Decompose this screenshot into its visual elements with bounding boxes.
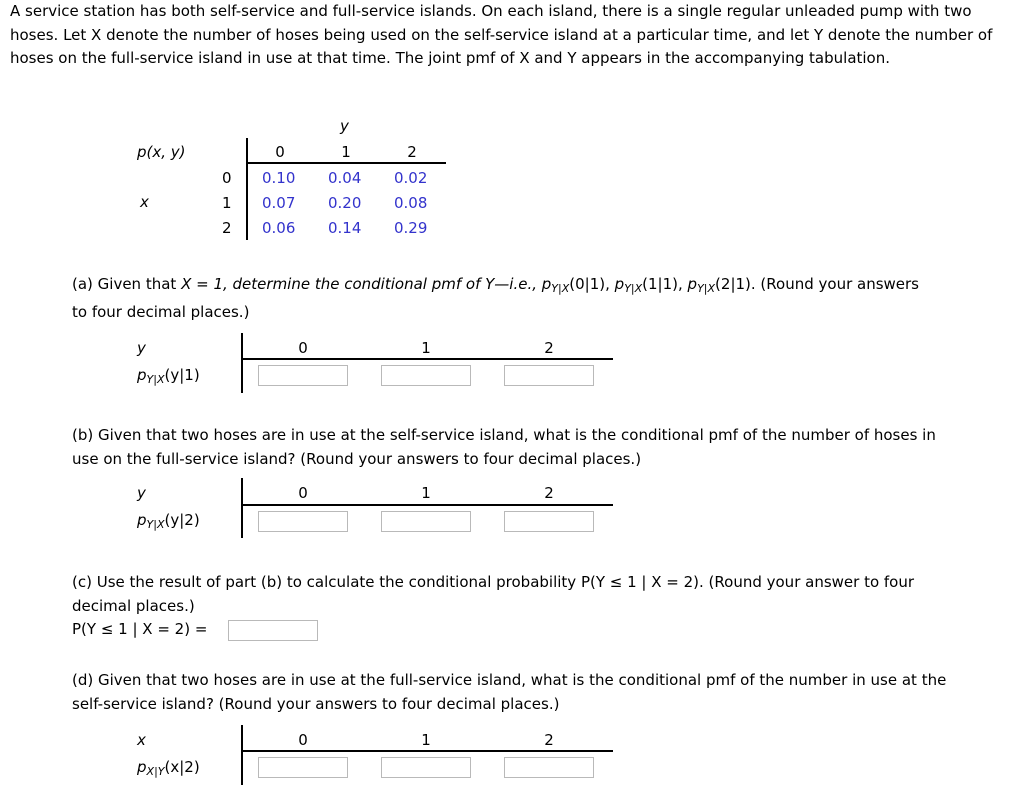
part-d-answer-input-1[interactable]: [381, 757, 471, 778]
joint-cell: 0.04: [328, 169, 362, 187]
part-c-line1: (c) Use the result of part (b) to calculate the conditional probability P(Y ≤ 1 | X = 2). (Round your answer to four: [72, 573, 915, 591]
part-b-row-label: $p_{Y|X}(y|2)$: [137, 511, 200, 531]
part-a-answer-input-0[interactable]: [258, 365, 348, 386]
part-d-answer-input-2[interactable]: [504, 757, 594, 778]
part-a-col-header-2: 2: [544, 339, 554, 357]
part-c-prompt: P(Y ≤ 1 | X = 2) =: [72, 620, 208, 638]
joint-y-label: y: [340, 117, 349, 135]
part-a-p2-sub: Y|X: [624, 282, 643, 295]
part-d-col-header-0: 0: [298, 731, 308, 749]
part-a-p1-arg: (0|1),: [569, 275, 615, 293]
joint-cell: 0.02: [394, 169, 428, 187]
part-d-line1: (d) Given that two hoses are in use at the full-service island, what is the conditional pmf of the number in use at the: [72, 671, 947, 689]
part-a-horizontal-rule: [241, 358, 613, 360]
part-b-var-label: y: [137, 484, 146, 502]
part-b-vertical-rule: [241, 478, 243, 538]
part-b-col-header-2: 2: [544, 484, 554, 502]
joint-horizontal-rule: [246, 162, 446, 164]
joint-x-value-1: 1: [222, 194, 232, 212]
part-d-horizontal-rule: [241, 750, 613, 752]
part-b-line2: use on the full-service island? (Round your answers to four decimal places.): [72, 449, 642, 468]
part-a-p3-sub: Y|X: [697, 282, 716, 295]
part-b-line1: (b) Given that two hoses are in use at the self-service island, what is the conditional pmf of the number of hoses in: [72, 426, 936, 444]
part-b-answer-input-1[interactable]: [381, 511, 471, 532]
joint-x-value-2: 2: [222, 219, 232, 237]
part-b-question: [72, 424, 1012, 471]
joint-y-header-2: 2: [407, 143, 417, 161]
joint-cell: 0.10: [262, 169, 296, 187]
part-d-line2: self-service island? (Round your answers to four decimal places.): [72, 694, 560, 713]
part-a-text-start: (a) Given that: [72, 275, 182, 293]
joint-cell: 0.14: [328, 219, 362, 237]
part-a-p2: p: [614, 275, 625, 293]
part-a-answer-input-2[interactable]: [504, 365, 594, 386]
joint-cell: 0.08: [394, 194, 428, 212]
part-d-question: [72, 669, 1012, 716]
part-a-vertical-rule: [241, 333, 243, 393]
joint-cell: 0.29: [394, 219, 428, 237]
joint-corner-label: p(x, y): [137, 143, 186, 161]
joint-vertical-rule: [246, 138, 248, 240]
intro-paragraph: A service station has both self-service and full-service islands. On each island, there is a single regular unleaded pump with two hoses. Let X denote the number of hoses being used on the self-service island at a particular time, and let Y denote the number of hoses on the full-service island in use at that time. The joint pmf of X and Y appears in the accompanying tabulation.: [10, 2, 993, 68]
part-b-col-header-1: 1: [421, 484, 431, 502]
part-d-row-label: $p_{X|Y}(x|2)$: [137, 758, 200, 778]
part-a-answer-input-1[interactable]: [381, 365, 471, 386]
joint-cell: 0.07: [262, 194, 296, 212]
joint-y-header-1: 1: [341, 143, 351, 161]
part-a-p3: p: [687, 275, 698, 293]
part-d-col-header-2: 2: [544, 731, 554, 749]
part-b-horizontal-rule: [241, 504, 613, 506]
part-a-p2-arg: (1|1),: [642, 275, 688, 293]
joint-y-header-0: 0: [275, 143, 285, 161]
part-a-line2: to four decimal places.): [72, 302, 250, 321]
part-b-answer-input-0[interactable]: [258, 511, 348, 532]
part-a-row-label: $p_{Y|X}(y|1)$: [137, 366, 200, 386]
part-c-answer-input[interactable]: [228, 620, 318, 641]
part-d-vertical-rule: [241, 725, 243, 785]
part-d-var-label: x: [137, 731, 146, 749]
part-a-col-header-0: 0: [298, 339, 308, 357]
joint-cell: 0.06: [262, 219, 296, 237]
part-a-text-mid: X = 1, determine the conditional pmf of Y—i.e.,: [181, 275, 542, 293]
part-a-col-header-1: 1: [421, 339, 431, 357]
part-a-var-label: y: [137, 339, 146, 357]
part-b-answer-input-2[interactable]: [504, 511, 594, 532]
part-d-col-header-1: 1: [421, 731, 431, 749]
part-a-p1-sub: Y|X: [551, 282, 570, 295]
joint-x-value-0: 0: [222, 169, 232, 187]
part-a-p1: p: [541, 275, 552, 293]
joint-x-label: x: [140, 193, 149, 211]
part-c-question: [72, 571, 1012, 618]
part-a-p3-arg: (2|1). (Round your answers: [715, 275, 919, 293]
part-c-line2: decimal places.): [72, 596, 195, 615]
joint-cell: 0.20: [328, 194, 362, 212]
part-d-answer-input-0[interactable]: [258, 757, 348, 778]
part-a-question: [72, 273, 1012, 324]
part-b-col-header-0: 0: [298, 484, 308, 502]
